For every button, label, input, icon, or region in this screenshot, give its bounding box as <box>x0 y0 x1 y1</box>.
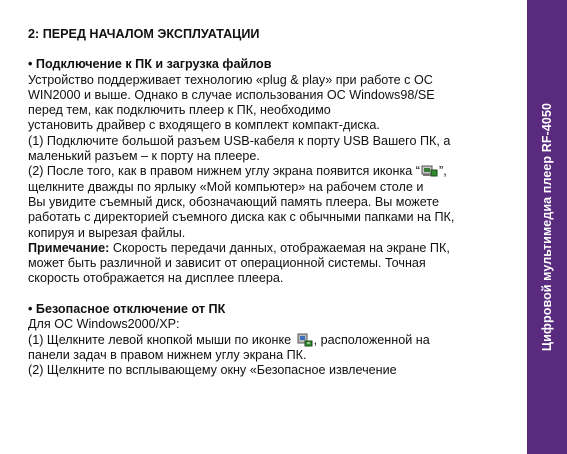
step1-line <box>28 333 520 348</box>
sidebar-band <box>527 0 567 454</box>
spacer <box>28 287 520 302</box>
disconnect-heading: • Безопасное отключение от ПК <box>28 302 226 317</box>
paragraph-line: щелкните дважды по ярлыку «Мой компьютер» на рабочем столе и <box>28 179 424 194</box>
step2-text-after: ”, <box>439 164 447 179</box>
note-line <box>28 241 520 256</box>
paragraph-line: установить драйвер с входящего в комплект компакт-диска. <box>28 118 380 133</box>
os-line: Для ОС Windows2000/XP: <box>28 317 180 332</box>
note-label: Примечание: <box>28 240 110 255</box>
paragraph-line: маленький разъем – к порту на плеере. <box>28 149 260 164</box>
paragraph-line: (2) Щелкните по всплывающему окну «Безопасное извлечение <box>28 363 397 378</box>
connect-section <box>28 57 520 286</box>
note-text: Скорость передачи данных, отображаемая на экране ПК, <box>109 240 450 255</box>
paragraph-line: Устройство поддерживает технологию «plug & play» при работе с ОС <box>28 72 433 87</box>
connect-heading: • Подключение к ПК и загрузка файлов <box>28 57 272 72</box>
paragraph-line: перед тем, как подключить плеер к ПК, необходимо <box>28 103 331 118</box>
section-title: 2: ПЕРЕД НАЧАЛОМ ЭКСПЛУАТАЦИИ <box>28 27 260 41</box>
paragraph-line: копируя и вырезая файлы. <box>28 225 186 240</box>
safe-remove-hardware-icon <box>296 333 313 347</box>
page-content <box>28 27 520 379</box>
step1-text-after: , расположенной на <box>313 332 430 347</box>
paragraph-line: Вы увидите съемный диск, обозначающий память плеера. Вы можете <box>28 194 439 209</box>
disconnect-section <box>28 302 520 378</box>
step1-text-before: (1) Щелкните левой кнопкой мыши по иконке <box>28 332 295 347</box>
step2-text-before: (2) После того, как в правом нижнем углу экрана появится иконка “ <box>28 164 420 179</box>
paragraph-line: может быть различной и зависит от операционной системы. Точная <box>28 256 426 271</box>
paragraph-line: (1) Подключите большой разъем USB-кабеля к порту USB Вашего ПК, а <box>28 133 451 148</box>
sidebar-title: Цифровой мультимедиа плеер RF-4050 <box>540 102 554 352</box>
paragraph-line: работать с директорией съемного диска как с обычными папками на ПК, <box>28 210 455 225</box>
step2-line <box>28 164 520 179</box>
paragraph-line: скорость отображается на дисплее плеера. <box>28 271 284 286</box>
usb-device-tray-icon <box>421 164 438 178</box>
paragraph-line: WIN2000 и выше. Однако в случае использования ОС Windows98/SE <box>28 87 435 102</box>
paragraph-line: панели задач в правом нижнем углу экрана ПК. <box>28 347 307 362</box>
